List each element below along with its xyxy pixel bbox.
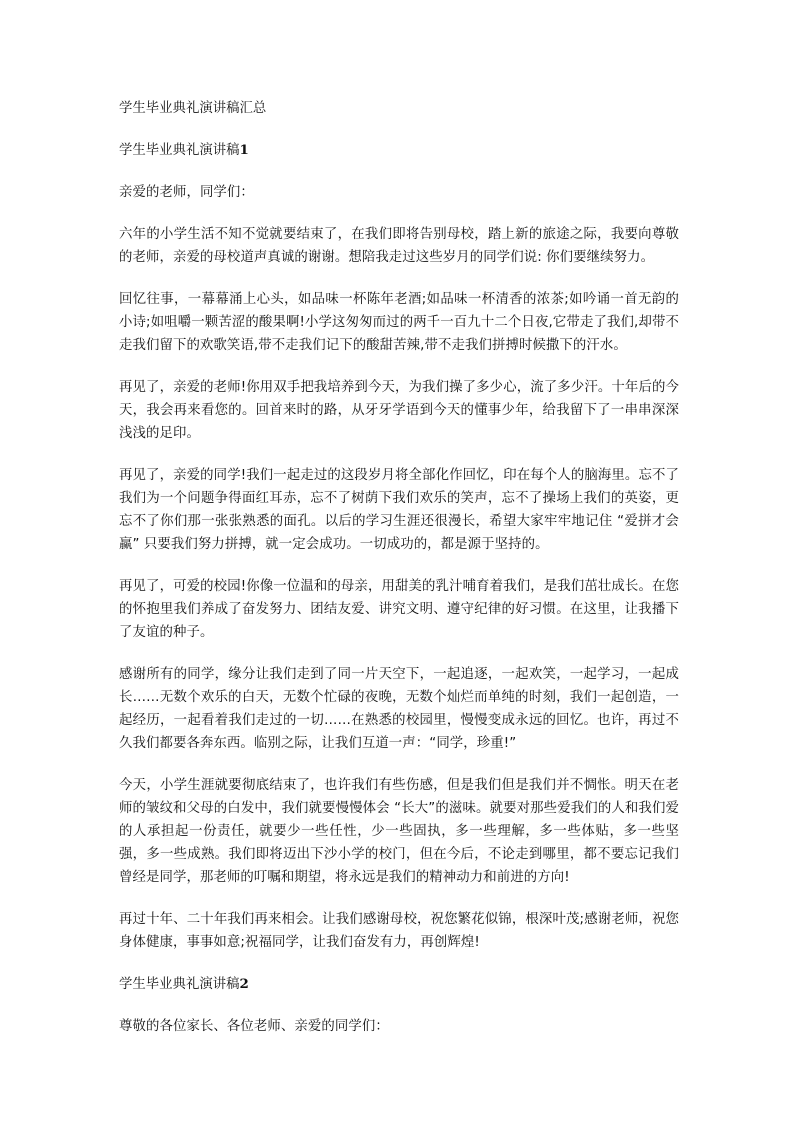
section-heading-text: 学生毕业典礼演讲稿 bbox=[119, 143, 240, 158]
paragraph: 再过十年、二十年我们再来相会。让我们感谢母校，祝您繁花似锦，根深叶茂;感谢老师，祝您身体健康，事事如意;祝福同学，让我们奋发有力，再创辉煌! bbox=[119, 912, 679, 950]
salutation: 尊敬的各位家长、各位老师、亲爱的同学们： bbox=[119, 1019, 389, 1034]
paragraph: 六年的小学生活不知不觉就要结束了，在我们即将告别母校，踏上新的旅途之际，我要向尊敬的老师，亲爱的母校道声真诚的谢谢。想陪我走过这些岁月的同学们说: 你们要继续努力。 bbox=[119, 227, 679, 265]
section-heading-number: 1 bbox=[239, 142, 249, 158]
document-title: 学生毕业典礼演讲稿汇总 bbox=[119, 101, 267, 116]
paragraph: 再见了，亲爱的老师!你用双手把我培养到今天，为我们操了多少心，流了多少汗。十年后的今天，我会再来看您的。回首来时的路，从牙牙学语到今天的懂事少年，给我留下了一串串深深浅浅的足印。 bbox=[119, 380, 679, 441]
section-heading-1 bbox=[119, 139, 679, 162]
salutation: 亲爱的老师，同学们： bbox=[119, 185, 254, 200]
paragraph: 感谢所有的同学，缘分让我们走到了同一片天空下，一起追逐，一起欢笑，一起学习，一起成长……无数个欢乐的白天，无数个忙碌的夜晚，无数个灿烂而单纯的时刻，我们一起创造，一起经历，一起看着我们走过的一切……在熟悉的校园里，慢慢变成永远的回忆。也许，再过不久我们都要各奔东西。临别之际，让我们互道一声：“同学，珍重!” bbox=[119, 667, 679, 751]
paragraph: 再见了，可爱的校园!你像一位温和的母亲，用甜美的乳汁哺育着我们，是我们茁壮成长。在您的怀抱里我们养成了奋发努力、团结友爱、讲究文明、遵守纪律的好习惯。在这里，让我播下了友谊的种子。 bbox=[119, 579, 679, 640]
document-page bbox=[119, 97, 679, 1057]
paragraph: 再见了，亲爱的同学!我们一起走过的这段岁月将全部化作回忆，印在每个人的脑海里。忘不了我们为一个问题争得面红耳赤，忘不了树荫下我们欢乐的笑声，忘不了操场上我们的英姿，更忘不了你们那一张张熟悉的面孔。以后的学习生涯还很漫长，希望大家牢牢地记住 “爱拼才会赢” 只要我们努力拼搏，就一定会成功。一切成功的，都是源于坚持的。 bbox=[119, 468, 679, 552]
section-heading-2 bbox=[119, 973, 679, 996]
paragraph: 回忆往事，一幕幕涌上心头，如品味一杯陈年老酒;如品味一杯清香的浓茶;如吟诵一首无韵的小诗;如咀嚼一颗苦涩的酸果啊!小学这匆匆而过的两千一百九十二个日夜,它带走了我们,却带不走我们留下的欢歌笑语,带不走我们记下的酸甜苦辣,带不走我们拼搏时候撒下的汗水。 bbox=[119, 292, 679, 353]
paragraph: 今天，小学生涯就要彻底结束了，也许我们有些伤感，但是我们但是我们并不惆怅。明天在老师的皱纹和父母的白发中，我们就要慢慢体会 “长大”的滋味。就要对那些爱我们的人和我们爱的人承担起一份责任，就要少一些任性，少一些固执，多一些理解，多一些体贴，多一些坚强，多一些成熟。我们即将迈出下沙小学的校门，但在今后，不论走到哪里，都不要忘记我们曾经是同学，那老师的叮嘱和期望，将永远是我们的精神动力和前进的方向! bbox=[119, 778, 679, 885]
section-heading-text: 学生毕业典礼演讲稿 bbox=[119, 977, 240, 992]
section-heading-number: 2 bbox=[239, 976, 249, 992]
